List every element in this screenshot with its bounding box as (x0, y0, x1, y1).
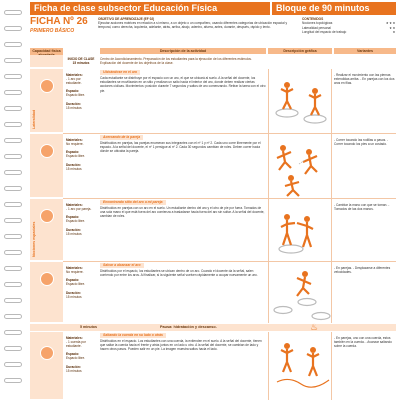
binder-rings (0, 0, 26, 400)
activity-logistics: Materiales: - 1 aro por pareja. Espacio: Espacio libre. Duración: 15 minutos (66, 203, 92, 236)
class-start-row (30, 55, 396, 68)
activity-illustration (268, 262, 332, 323)
binder-ring (4, 346, 22, 351)
content-item: Nociones topológicas ★★★ (302, 21, 396, 26)
child-figure-icon (40, 209, 54, 223)
activity-variants: - En parejas, uno con una cuerda, estos también en la cuerda. - Avanzar saltando sobre la cuerda. (334, 336, 392, 349)
binder-ring (4, 106, 22, 111)
binder-ring (4, 122, 22, 127)
activity-title: Ubicándose en el aro (100, 70, 140, 75)
binder-ring (4, 282, 22, 287)
col-graphic: Descripción gráfica (268, 48, 332, 54)
activity-section-1 (30, 69, 396, 133)
activity-title: Saltando la cuerda en su lado o atrás (100, 333, 166, 338)
content-item: Longitud del espacio de trabajo ★ (302, 30, 396, 35)
binder-ring (4, 314, 22, 319)
learning-objective (98, 17, 298, 29)
activity-title: Salvar a alcanzar el aro (100, 263, 144, 268)
activity-logistics: Materiales: - 1 aro por estudiante. Espacio: Espacio libre. Duración: 15 minutos (66, 73, 86, 110)
binder-ring (4, 330, 22, 335)
activity-variants: - En parejas. - Desplazarse a diferentes velocidades. (334, 266, 391, 275)
binder-ring (4, 250, 22, 255)
binder-ring (4, 218, 22, 223)
activity-title: Encontrando sitio del aro a mi pareja (100, 200, 166, 205)
contents-label: CONTENIDOS (302, 17, 324, 21)
title-bar (30, 2, 396, 15)
activity-description: Ubicándose en el aro Cada estudiante se distribuye por el espacio con un aro, el que se ubicará al suelo. A la señal del docente, los estudiantes se movilizarán en un sitio y realizan un salto hacia el interior del aro, donde deben realizar ciertas acciones cíclicas. Movimientos: posición durante 7 segundos y saltos de aro comenzando. Retirar la tarea con el otro pie. (100, 70, 266, 93)
page-title: Ficha de clase subsector Educación Física (30, 2, 270, 15)
binder-ring (4, 138, 22, 143)
binder-ring (4, 74, 22, 79)
col-capacity: Capacidad física (30, 48, 63, 62)
activity-description: Salvar a alcanzar el aro Distribuidos por el espacio, los estudiantes se ubican dentro de un aro. Cuando el docente da la señal, salen corriendo por entre los aros. Al finalizar, si la siguiente señal vuelven rápidamente a ocupar nuevamente un aro. (100, 263, 258, 278)
class-start-intro: Centro de Acondicionamiento. Preparación de los estudiantes para la ejecución de los diferentes estímulos. Explicación del docente de los objetivos de la clase. (100, 57, 252, 66)
objective-code: (EF 02) (143, 17, 155, 21)
rope-jump-illustration (269, 332, 333, 400)
activity-logistics: Materiales: No requiere. Espacio: Espacio libre. Duración: 15 minutos (66, 138, 86, 171)
activity-title: Acercando de la pareja (100, 135, 143, 140)
activity-illustration (268, 69, 332, 133)
binder-ring (4, 154, 22, 159)
binder-ring (4, 362, 22, 367)
activity-description: Saltando la cuerda en su lado o atrás Distribuidos en el espacio. Los estudiantes con una cuerda, la extienden en el suelo. A la señal del docente, tienen que saltar la cuerda hacia el frente y atrás juntos en un lado u otro. A la señal del docente, se cambian de lado y hacen otros pasos. Pueden salir en un pie. La imagen muestra saltos hacia el lado. (100, 333, 262, 352)
hoop-run-illustration (269, 262, 333, 323)
star-rating: ★★★ (385, 21, 396, 26)
pause-text: Pausa: hidratación y descanso. (160, 325, 217, 329)
binder-ring (4, 58, 22, 63)
block-duration-title: Bloque de 90 minutos (272, 2, 396, 15)
binder-ring (4, 298, 22, 303)
col-variants: Variantes (334, 48, 396, 54)
binder-ring (4, 10, 22, 15)
col-description: Descripción de la actividad (100, 48, 266, 54)
class-start-label: INICIO DE CLASE 15 minutos (67, 57, 95, 66)
binder-ring (4, 378, 22, 383)
activity-illustration (268, 199, 332, 261)
binder-ring (4, 186, 22, 191)
activity-logistics: Materiales: - 1 cuerda por estudiante. Espacio: Espacio libre. Duración: 15 minutos (66, 336, 86, 373)
hoop-jump-illustration (269, 69, 333, 133)
child-figure-icon (40, 272, 54, 286)
class-start-left (30, 55, 63, 68)
activity-variants: - Realizar el movimiento con las piernas extendidas arriba. - En parejas con los dos aros en filas. (334, 73, 395, 86)
star-rating: ★ (392, 30, 396, 35)
activity-variants: - Correr tocando las rodillas a pasos. - Correr tocando los pies a un costado. (334, 138, 389, 147)
binder-ring (4, 26, 22, 31)
activity-section-4 (30, 262, 396, 323)
objective-text: Ejecutar acciones motrices en relación a sí mismo, a un objeto o un compañero, usando diferentes categorías de ubicación espacial y temporal, como derecha, izquierda, adelante, atrás, arriba, abajo, adentro, afuera, antes, durante, después, rápido y lento. (98, 21, 288, 29)
contents-box (302, 17, 396, 35)
activity-variants: - Cambiar la mano con que se toman. - Tomados de las dos manos. (334, 203, 390, 212)
content-item: Lateralidad personal ★★ (302, 25, 396, 30)
activity-illustration (268, 332, 332, 400)
binder-ring (4, 266, 22, 271)
binder-ring (4, 90, 22, 95)
pause-time: 5 minutos (80, 325, 97, 329)
activity-section-5 (30, 332, 396, 400)
activity-description: Acercando de la pareja Distribuidos en parejas, las parejas enumeran sus integrantes con el nº 1 y nº 2. Cada uno corre libremente por el espacio. A la señal del docente, el nº 1 persigue al nº 2. Cada 30 segundos cambian de roles. Deben correr hacia dónde se ubicaba la pareja. (100, 135, 261, 154)
pause-row (30, 324, 396, 331)
activity-logistics: Materiales: No requiere. Espacio: Espacio libre. Duración: 15 minutos (66, 266, 86, 299)
activity-section-2 (30, 134, 396, 198)
activity-illustration (268, 134, 332, 198)
child-figure-icon (40, 79, 54, 93)
binder-ring (4, 202, 22, 207)
capacity-cell (30, 332, 63, 400)
child-figure-icon (40, 144, 54, 158)
objective-label: OBJETIVO DE APRENDIZAJE (98, 17, 143, 21)
activity-description: Encontrando sitio del aro a mi pareja Distribuidos en parejas con un aro en el suelo. Un estudiante dentro del aro y el otro de pie por fuera. Tomados de una sola mano el que está fuera del aro comienza a trasladarse hacia fuera del aro sin soltar. A la señal del docente, cambian de roles. (100, 200, 265, 219)
child-figure-icon (40, 346, 54, 360)
binder-ring (4, 234, 22, 239)
activity-section-3 (30, 199, 396, 261)
capacity-label: Lateralidad (32, 109, 36, 129)
capacity-label: Nociones espaciales (32, 221, 36, 257)
binder-ring (4, 42, 22, 47)
grade-level: PRIMERO BÁSICO (30, 28, 75, 34)
hoop-pair-illustration (269, 199, 333, 261)
binder-ring (4, 170, 22, 175)
lesson-header (30, 16, 396, 46)
ficha-number: FICHA Nº 26 (30, 16, 88, 27)
star-rating: ★★ (389, 25, 396, 30)
water-bottle-icon: ♨ (310, 322, 319, 332)
chase-pairs-illustration (269, 134, 333, 198)
